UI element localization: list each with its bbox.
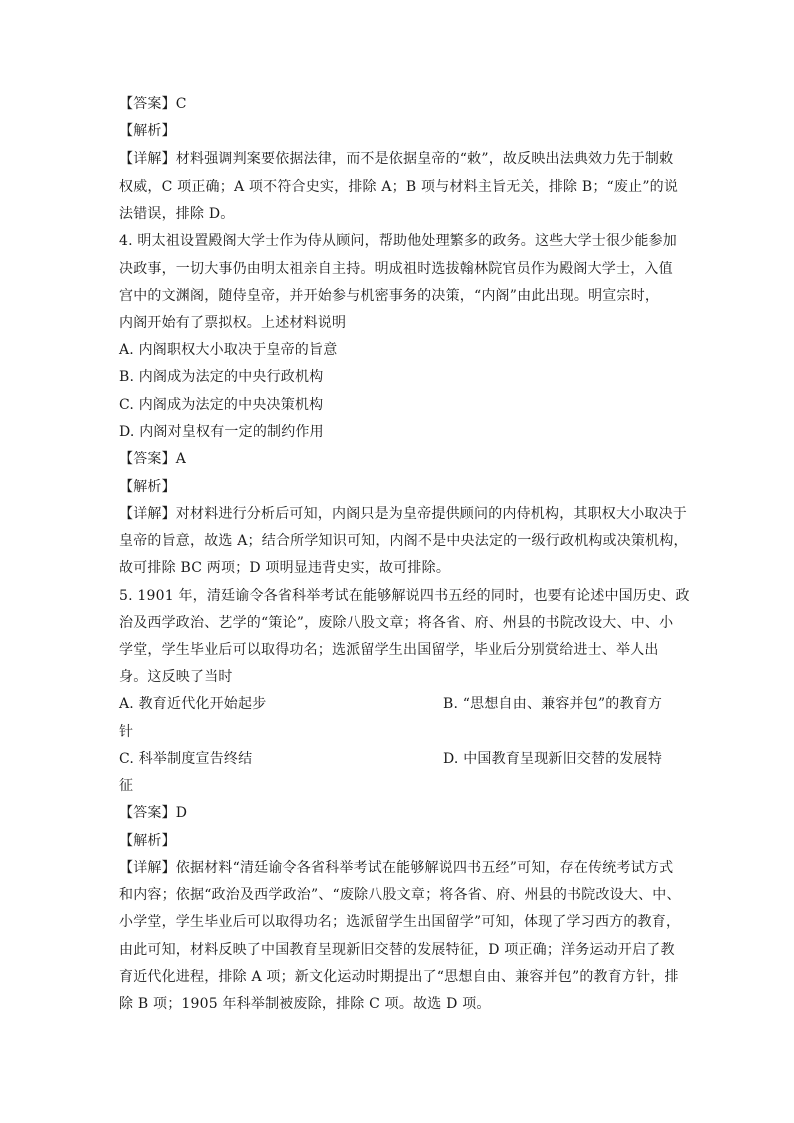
q4-detail-line: 【详解】对材料进行分析后可知，内阁只是为皇帝提供顾问的内侍机构，其职权大小取决于 [119, 506, 687, 522]
q5-option-b-wrap: 针 [119, 724, 134, 740]
q5-detail-line: 除 B 项；1905 年科举制被废除，排除 C 项。故选 D 项。 [119, 996, 491, 1012]
q5-option-b: B. “思想自由、兼容并包”的教育方 [443, 696, 663, 712]
q5-detail-line: 和内容；依据“政治及西学政治”、“废除八股文章；将各省、府、州县的书院改设大、中、 [119, 887, 681, 903]
q5-detail-line: 由此可知，材料反映了中国教育呈现新旧交替的发展特征，D 项正确；洋务运动开启了教 [119, 942, 675, 958]
q4-answer: 【答案】A [119, 451, 187, 467]
q5-detail-line: 【详解】依据材料“清廷谕令各省科举考试在能够解说四书五经”可知，存在传统考试方式 [119, 860, 674, 876]
q4-analysis-label: 【解析】 [119, 479, 176, 495]
q4-stem-line: 决政事，一切大事仍由明太祖亲自主持。明成祖时选拔翰林院官员作为殿阁大学士，入值 [119, 261, 673, 277]
q3-detail-line: 法错误，排除 D。 [119, 206, 235, 222]
q3-analysis-label: 【解析】 [119, 123, 176, 139]
q5-option-d-wrap: 征 [119, 778, 134, 794]
q5-stem-line: 身。这反映了当时 [119, 669, 233, 685]
q5-option-d: D. 中国教育呈现新旧交替的发展特 [443, 751, 663, 767]
q5-stem-line: 5. 1901 年，清廷谕令各省科举考试在能够解说四书五经的同时，也要有论述中国历史、政 [119, 588, 690, 604]
q5-answer: 【答案】D [119, 805, 188, 821]
q4-option-a: A. 内阁职权大小取决于皇帝的旨意 [119, 342, 338, 358]
q4-option-b: B. 内阁成为法定的中央行政机构 [119, 369, 324, 385]
q5-option-a: A. 教育近代化开始起步 [119, 696, 267, 712]
q4-stem-line: 4. 明太祖设置殿阁大学士作为侍从顾问，帮助他处理繁多的政务。这些大学士很少能参加 [119, 233, 678, 249]
q3-detail-line: 【详解】材料强调判案要依据法律，而不是依据皇帝的“敕”，故反映出法典效力先于制敕 [119, 151, 674, 167]
q5-analysis-label: 【解析】 [119, 833, 176, 849]
q5-detail-line: 育近代化进程，排除 A 项；新文化运动时期提出了“思想自由、兼容并包”的教育方针，排 [119, 969, 679, 985]
q5-stem-line: 学堂，学生毕业后可以取得功名；选派留学生出国留学，毕业后分别赏给进士、举人出 [119, 642, 659, 658]
q5-stem-line: 治及西学政治、艺学的“策论”，废除八股文章；将各省、府、州县的书院改设大、中、小 [119, 615, 674, 631]
q4-detail-line: 皇帝的旨意，故选 A；结合所学知识可知，内阁不是中央法定的一级行政机构或决策机构， [119, 533, 688, 549]
q4-stem-line: 内阁开始有了票拟权。上述材料说明 [119, 315, 347, 331]
q4-stem-line: 宫中的文渊阁，随侍皇帝，并开始参与机密事务的决策，“内阁”由此出现。明宣宗时， [119, 288, 660, 304]
q4-option-d: D. 内阁对皇权有一定的制约作用 [119, 424, 324, 440]
q4-option-c: C. 内阁成为法定的中央决策机构 [119, 397, 324, 413]
q5-option-c: C. 科举制度宣告终结 [119, 751, 253, 767]
q4-detail-line: 故可排除 BC 两项；D 项明显违背史实，故可排除。 [119, 560, 451, 576]
q3-answer: 【答案】C [119, 96, 187, 112]
q5-detail-line: 小学堂，学生毕业后可以取得功名；选派留学生出国留学”可知，体现了学习西方的教育， [119, 914, 681, 930]
q3-detail-line: 权威，C 项正确；A 项不符合史实，排除 A；B 项与材料主旨无关，排除 B；“废止”的说 [119, 179, 679, 195]
